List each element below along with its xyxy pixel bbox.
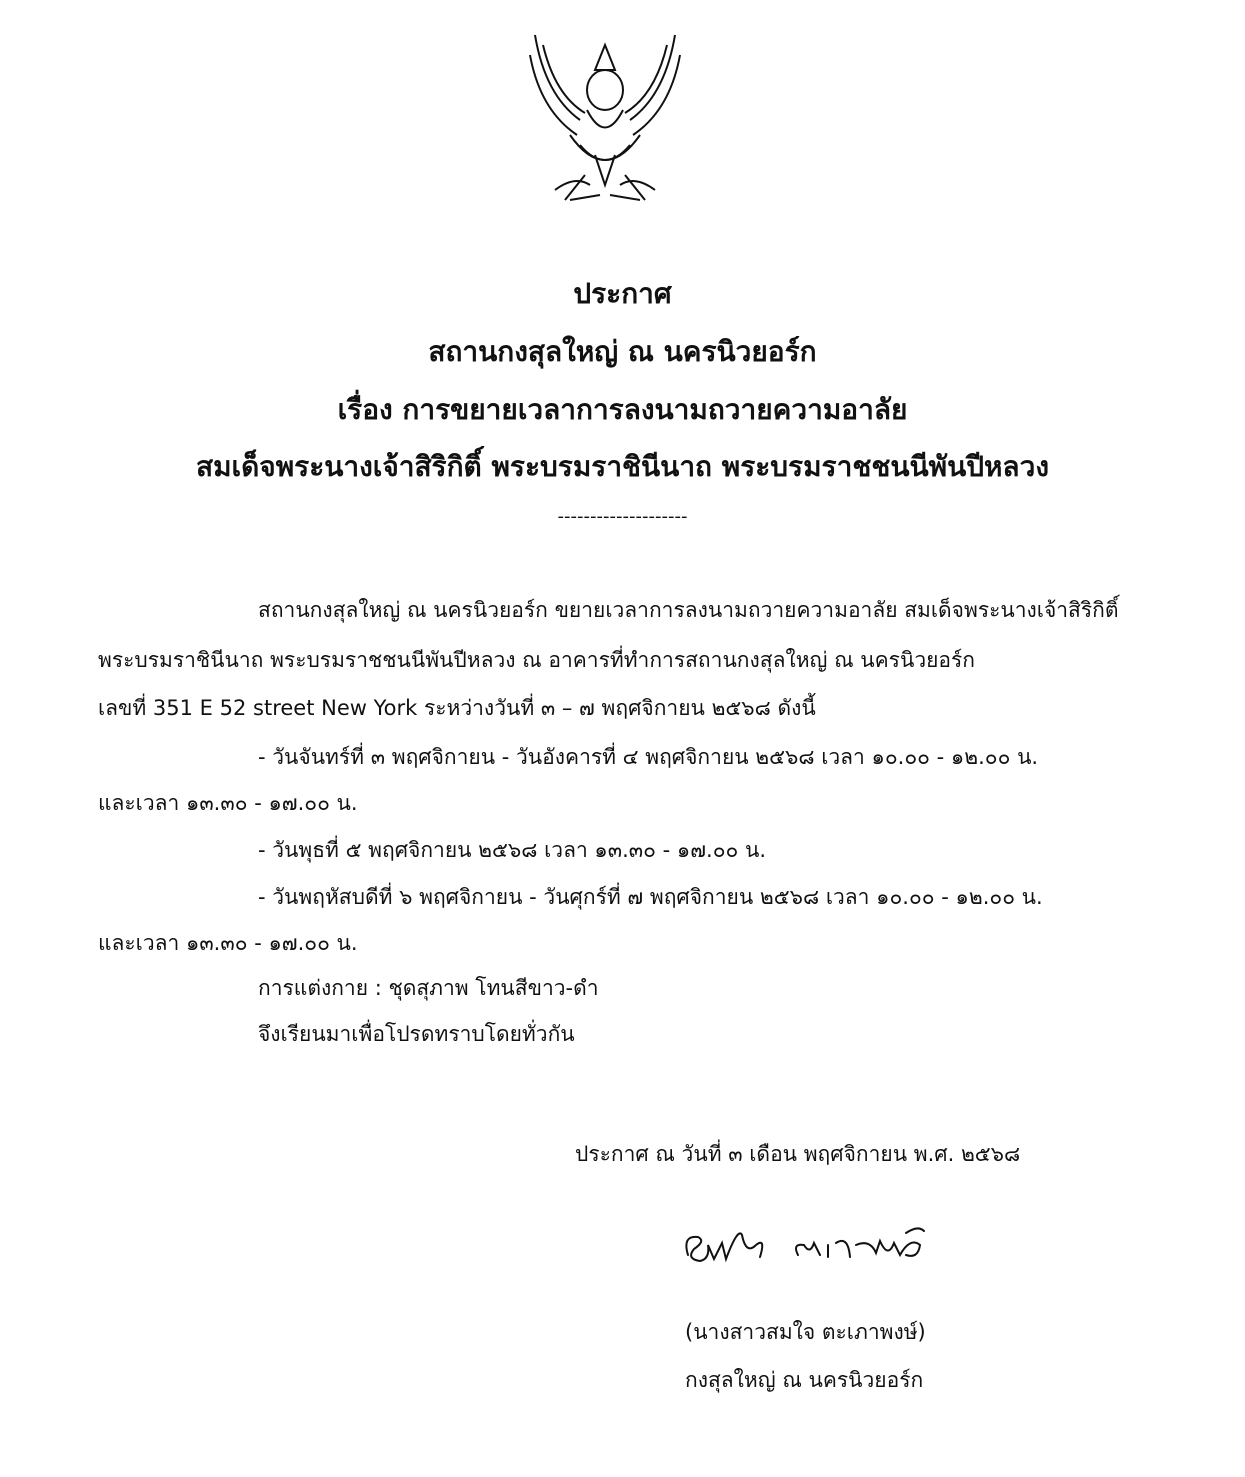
dress-code: การแต่งกาย : ชุดสุภาพ โทนสีขาว-ดำ <box>258 976 599 1000</box>
subject-heading-line2: สมเด็จพระนางเจ้าสิริกิติ์ พระบรมราชินีนาถ พระบรมราชชนนีพันปีหลวง <box>195 450 1049 483</box>
garuda-emblem <box>525 25 685 215</box>
subject-heading: เรื่อง การขยายเวลาการลงนามถวายความอาลัย <box>337 393 908 426</box>
paragraph-line: เลขที่ 351 E 52 street New York ระหว่างวันที่ ๓ – ๗ พฤศจิกายน ๒๕๖๘ ดังนี้ <box>98 696 816 720</box>
closing-line: จึงเรียนมาเพื่อโปรดทราบโดยทั่วกัน <box>258 1022 575 1046</box>
signature <box>680 1215 950 1275</box>
paragraph-line: สถานกงสุลใหญ่ ณ นครนิวยอร์ก ขยายเวลาการลงนามถวายความอาลัย สมเด็จพระนางเจ้าสิริกิติ์ <box>258 598 1119 622</box>
announcement-title: ประกาศ <box>573 277 672 310</box>
schedule-item: - วันพฤหัสบดีที่ ๖ พฤศจิกายน - วันศุกร์ที่ ๗ พฤศจิกายน ๒๕๖๘ เวลา ๑๐.๐๐ - ๑๒.๐๐ น. <box>258 885 1043 909</box>
schedule-item-cont: และเวลา ๑๓.๓๐ - ๑๗.๐๐ น. <box>98 791 358 815</box>
schedule-item-cont: และเวลา ๑๓.๓๐ - ๑๗.๐๐ น. <box>98 931 358 955</box>
signer-name: (นางสาวสมใจ ตะเภาพงษ์) <box>685 1320 926 1344</box>
schedule-item: - วันพุธที่ ๕ พฤศจิกายน ๒๕๖๘ เวลา ๑๓.๓๐ - ๑๗.๐๐ น. <box>258 838 767 862</box>
schedule-item: - วันจันทร์ที่ ๓ พฤศจิกายน - วันอังคารที่ ๔ พฤศจิกายน ๒๕๖๘ เวลา ๑๐.๐๐ - ๑๒.๐๐ น. <box>258 745 1039 769</box>
signer-title: กงสุลใหญ่ ณ นครนิวยอร์ก <box>685 1368 924 1392</box>
issuer-heading: สถานกงสุลใหญ่ ณ นครนิวยอร์ก <box>428 335 817 368</box>
paragraph-line: พระบรมราชินีนาถ พระบรมราชชนนีพันปีหลวง ณ อาคารที่ทำการสถานกงสุลใหญ่ ณ นครนิวยอร์ก <box>98 648 976 672</box>
date-line: ประกาศ ณ วันที่ ๓ เดือน พฤศจิกายน พ.ศ. ๒๕๖๘ <box>575 1142 1021 1166</box>
divider: -------------------- <box>557 506 688 527</box>
